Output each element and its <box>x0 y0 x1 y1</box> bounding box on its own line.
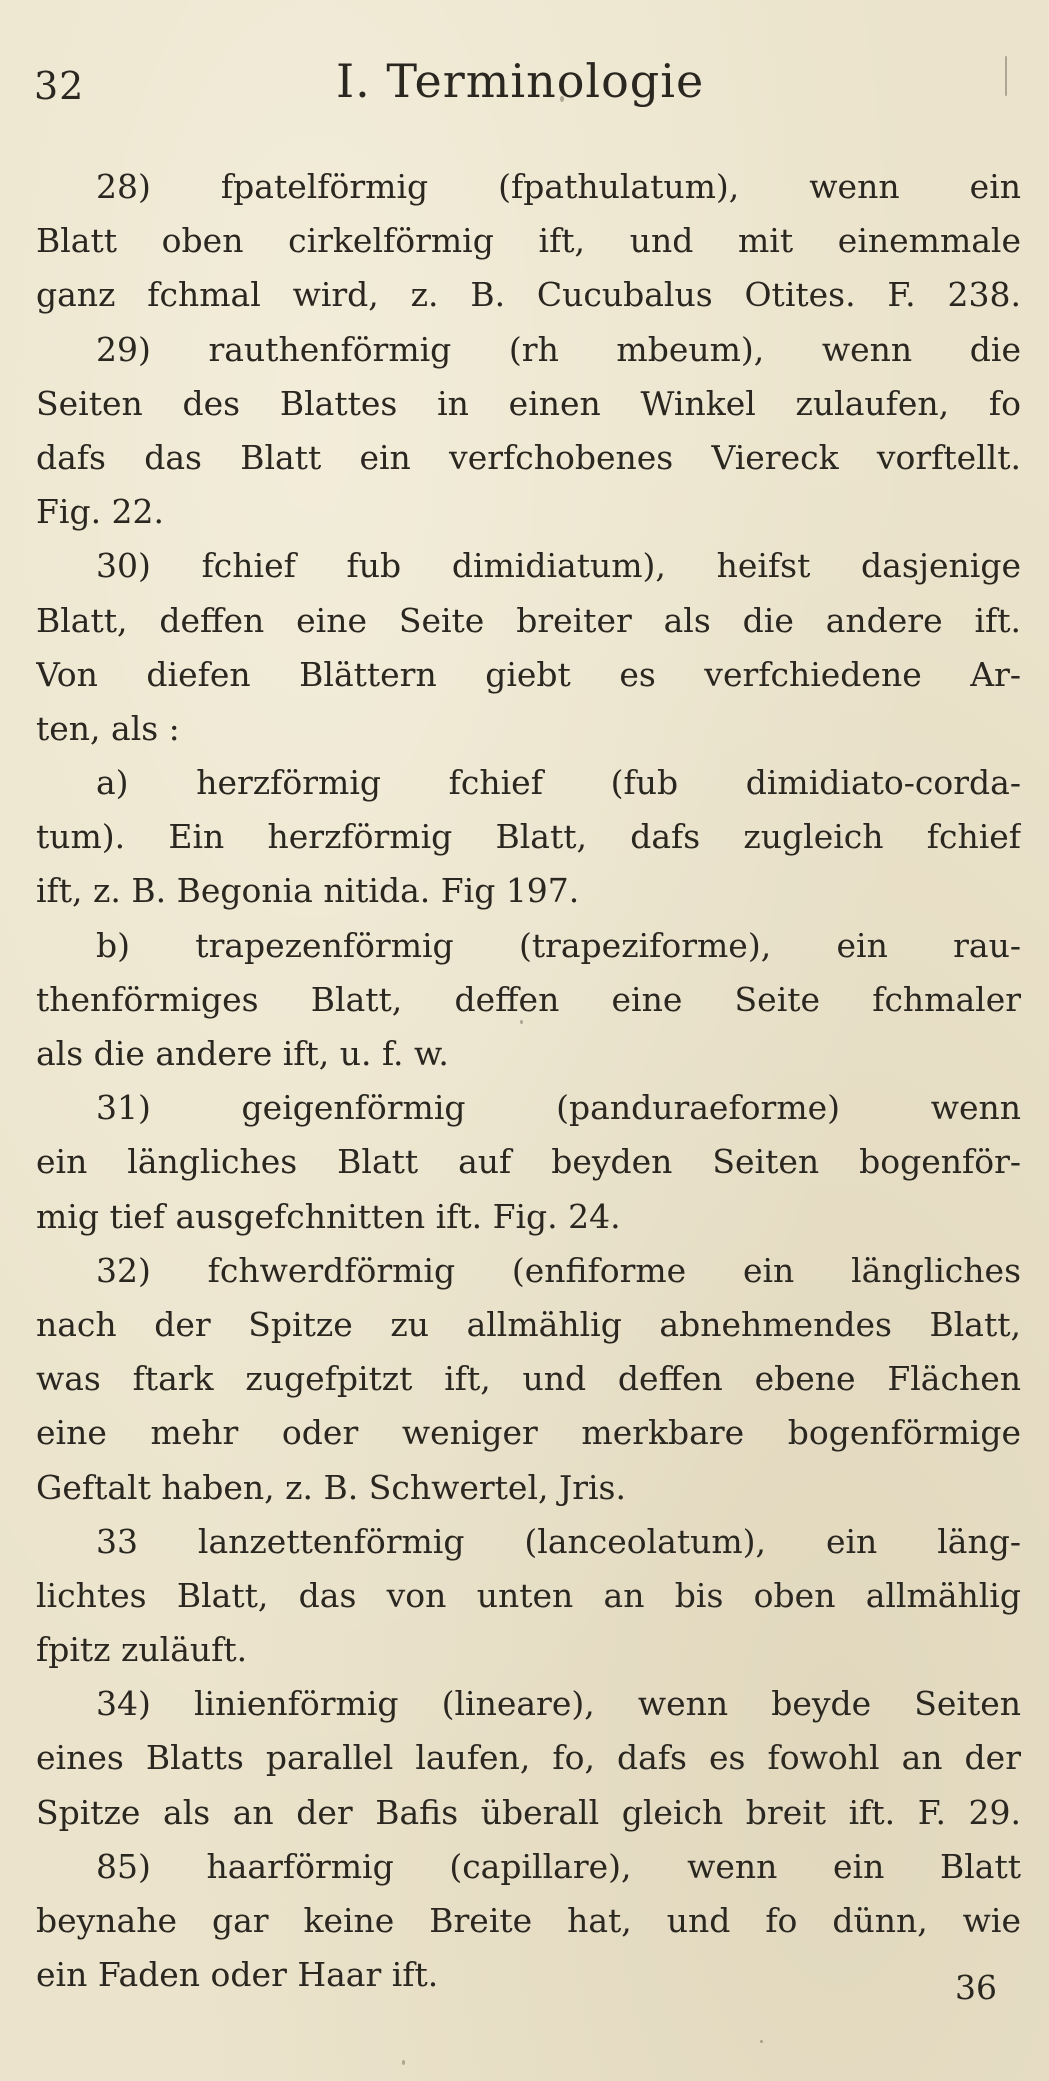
text-line: 32) fchwerdförmig (enfiforme ein längliches <box>96 1250 1021 1290</box>
text-line: was ftark zugefpitzt ift, und deffen ebene Flächen <box>36 1359 1021 1399</box>
text-line: eines Blatts parallel laufen, fo, dafs es fowohl an der <box>36 1738 1021 1778</box>
text-line: mig tief ausgefchnitten ift. Fig. 24. <box>36 1196 621 1236</box>
text-line: Seiten des Blattes in einen Winkel zulaufen, fo <box>36 383 1021 423</box>
paper-speck <box>560 96 564 102</box>
text-line: b) trapezenförmig (trapeziforme), ein rau- <box>96 925 1021 965</box>
text-line: tum). Ein herzförmig Blatt, dafs zugleich fchief <box>36 817 1021 857</box>
text-line: 34) linienförmig (lineare), wenn beyde Seiten <box>96 1684 1021 1724</box>
text-line: eine mehr oder weniger merkbare bogenförmige <box>36 1413 1021 1453</box>
text-line: 28) fpatelförmig (fpathulatum), wenn ein <box>96 167 1021 206</box>
text-line: Fig. 22. <box>36 492 165 532</box>
paper-speck <box>760 2040 763 2043</box>
text-line: beynahe gar keine Breite hat, und fo dünn, wie <box>36 1901 1021 1940</box>
text-line: Spitze als an der Bafis überall gleich breit ift. F. 29. <box>36 1792 1021 1832</box>
paper-speck <box>1005 56 1007 96</box>
text-line: thenförmiges Blatt, deffen eine Seite fchmaler <box>36 979 1021 1019</box>
text-line: 29) rauthenförmig (rh mbeum), wenn die <box>96 329 1021 369</box>
paper-speck <box>402 2060 405 2065</box>
text-line: lichtes Blatt, das von unten an bis oben allmählig <box>36 1575 1021 1615</box>
body-text <box>36 160 1021 2002</box>
text-line: fpitz zuläuft. <box>36 1630 248 1670</box>
text-line: als die andere ift, u. f. w. <box>36 1034 449 1073</box>
catchword: 36 <box>955 1968 997 2007</box>
page-number: 32 <box>34 64 85 108</box>
text-line: dafs das Blatt ein verfchobenes Viereck vorftellt. <box>36 437 1021 477</box>
text-line: ein längliches Blatt auf beyden Seiten bogenför- <box>36 1142 1021 1182</box>
text-line: Blatt oben cirkelförmig ift, und mit einemmale <box>36 221 1021 261</box>
text-line: ganz fchmal wird, z. B. Cucubalus Otites. F. 238. <box>36 275 1021 315</box>
paper-speck <box>520 1020 523 1024</box>
text-line: ten, als : <box>36 708 180 748</box>
running-head <box>34 54 1009 114</box>
text-line: Blatt, deffen eine Seite breiter als die andere ift. <box>36 600 1021 640</box>
text-line: 33 lanzettenförmig (lanceolatum), ein läng- <box>96 1521 1021 1561</box>
text-line: Geftalt haben, z. B. Schwertel, Jris. <box>36 1467 626 1507</box>
text-line: a) herzförmig fchief (fub dimidiato-corda- <box>96 763 1021 803</box>
text-line: 85) haarförmig (capillare), wenn ein Blatt <box>96 1846 1021 1886</box>
page-header-title: I. Terminologie <box>336 54 705 108</box>
text-line: ein Faden oder Haar ift. <box>36 1955 439 1995</box>
text-line: Von diefen Blättern giebt es verfchiedene Ar- <box>36 654 1021 694</box>
text-line: nach der Spitze zu allmählig abnehmendes Blatt, <box>36 1304 1021 1344</box>
text-line: 31) geigenförmig (panduraeforme) wenn <box>96 1088 1021 1128</box>
text-line: 30) fchief fub dimidiatum), heifst dasjenige <box>96 546 1021 586</box>
text-line: ift, z. B. Begonia nitida. Fig 197. <box>36 871 580 911</box>
